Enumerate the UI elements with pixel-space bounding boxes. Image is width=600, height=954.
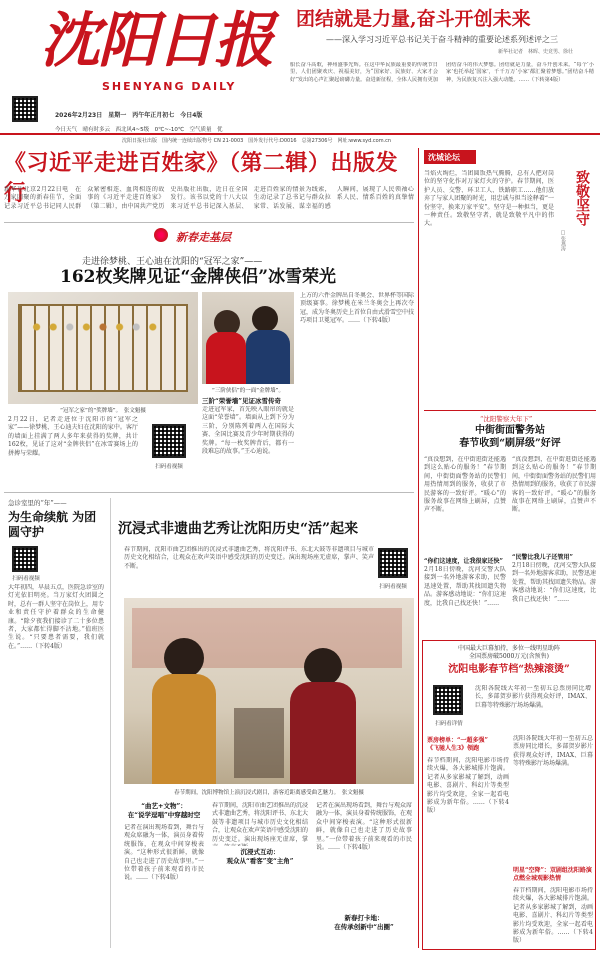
- street-kicker: “沈阳警察大年下”: [480, 415, 533, 423]
- olympic-rule: [4, 492, 414, 493]
- top-article-headline[interactable]: 团结就是力量,奋斗开创未来: [296, 8, 531, 30]
- heritage-body: 记者在演出现场看到，舞台与观众席融为一体，演员身着传统服饰，在观众中间穿梭表演。“这种形式很新鲜，就像自己也走进了历史故事里。”一位带着孩子前来观看的市民说。……（下转4版）: [124, 824, 204, 882]
- newspaper-logo: 沈阳日报: [40, 6, 272, 76]
- movie-subhead-2: 明星“空降”：双剧组沈阳路演点燃全城观影热情: [513, 867, 592, 882]
- olympic-qr-code[interactable]: [152, 424, 186, 458]
- top-article: [290, 6, 594, 130]
- olympic-scan-label: 扫码看视频: [155, 464, 183, 470]
- heritage-body-3: 记者在演出现场看到，舞台与观众席融为一体，演员身着传统服饰，在观众中间穿梭表演。“这种形式很新鲜，就像自己也走进了历史故事里。”一位带着孩子前来观看的市民说。……（下转4版）: [316, 802, 412, 852]
- guard-qr-code[interactable]: [12, 546, 38, 572]
- masthead-rule: [0, 133, 600, 135]
- column-title[interactable]: 致敬坚守: [574, 170, 590, 226]
- medal-wall-photo: [8, 292, 198, 404]
- info-bar: 沈阳日报社出版 国内统一连续出版物号 CN 21-0003 国外发行代号:D0016 总第27306号 网址:www.syd.com.cn: [122, 138, 392, 144]
- movie-box: [422, 640, 596, 950]
- newspaper-pinyin: SHENYANG DAILY: [102, 80, 237, 93]
- banner-body: 新华社北京2月22日电 在万家团聚的新春佳节，全面记录习近平总书记同人民群众紧密相连、血肉相连的故事的《习近平走进百姓家》（第二辑），由中国共产党历史出版社出版，近日在全国发行。该书以党的十八大以来习近平总书记深入基层、走进百姓家的情景为线索，生动记录了总书记与群众拉家常、话发展、谋幸福的感人瞬间，展现了人民领袖心系人民、情系百姓的真挚情: [4, 186, 414, 210]
- olympic-headline[interactable]: 162枚奖牌见证“金牌侠侣”冰雪荣光: [60, 267, 337, 287]
- column-body: 当焰火绚烂，当团圆饭热气腾腾，总有人把对岗位的坚守化作对万家灯火的守护。春节期间，医护人员、交警、环卫工人、铁路职工……他们放弃了与家人团聚的时光，用忠诚与担当诠释着“一份坚守，换来万家平安”。坚守是一种担当，更是一种责任。致敬坚守者，就是致敬平凡中的伟大。: [424, 170, 554, 228]
- heritage-body-2: 春节期间，沈阳市曲艺团推出的沉浸式非遗曲艺秀，将沈阳评书、东北大鼓等非遗项目与城市历史文化相结合，让观众在欢声笑语中感受沈阳的历史变迁。演出现场座无虚席，掌: [212, 802, 308, 843]
- movie-body: 春节档期间，沈阳电影市场持续火爆，各大影城排片饱满。记者从多家影城了解到，动画电影、喜剧片、科幻片等类型影片均受欢迎，全家一起看电影成为新年俗。……（下转4版）: [427, 757, 509, 815]
- heritage-photo: [124, 598, 414, 784]
- olympic-subhead: 三阶“荣誉墙”见证冰雪传奇: [202, 397, 281, 405]
- movie-body-2: 沈阳各院线大年初一至初五总票房同比增长，多部贺岁影片获得观众好评，IMAX、巨幕等特殊影厅场场爆满。: [513, 735, 593, 768]
- column-author: □张燕涛: [560, 230, 566, 251]
- heritage-subhead-1: “曲艺+文物”： 在“说学逗唱”中穿越时空: [127, 802, 201, 819]
- lantern-icon: [154, 228, 168, 242]
- street-subhead-2: “民警比我儿子还管用”: [512, 554, 573, 561]
- guard-scan-label: 扫码看视频: [12, 576, 40, 582]
- feature-tag-label: 新春走基层: [176, 231, 231, 244]
- guard-headline[interactable]: 为生命续航 为团圆守护: [8, 510, 97, 539]
- guard-divider: [110, 498, 111, 948]
- heritage-photo-caption: 春节期间，沈阳博物馆上演沉浸式剧目，游客近距离感受曲艺魅力。 张文魁摄: [174, 790, 364, 796]
- column-tag-label: 沈城论坛: [428, 153, 460, 162]
- column-tag: [424, 150, 476, 164]
- movie-intro: 沈阳各院线大年初一至初五总票房同比增长，多部贺岁影片获得观众好评，IMAX、巨幕等特殊影厅场场爆满。: [475, 685, 591, 709]
- guard-body: 大年初四，早晨五点，医院急诊室的灯光依旧明亮。当万家灯火团圆之时，总有一群人坚守在岗位上，用专业和责任守护着群众的生命健康。“除夕夜我们接诊了二十多位患者，大家都忙得脚不沾地。”值班医生说。“只要患者需要，我们就在。”……（下转4版）: [8, 584, 104, 650]
- street-body-2: 2月18日傍晚，沈河交警大队接到一名外地游客求助，民警迅速处置，帮助其找回遗失物品。游客感动地说：“你们这速度，比我自己找还快！”……: [424, 566, 506, 607]
- olympic-body-mid: 走进冠军家，首先映入眼帘的就是这面“荣誉墙”。墙面从上到下分为三阶，分别陈列着两人在国际大赛、全国比赛及青少年时期获得的奖牌。“每一枚奖牌背后，都有一段难忘的故事。”王心迪说。: [202, 406, 294, 456]
- banner-rule: [4, 222, 414, 223]
- movie-scan-label: 扫码看详情: [435, 721, 463, 727]
- couple-photo: [202, 292, 294, 384]
- olympic-kicker: 走进徐梦桃、王心迪在沈阳的“冠军之家”——: [82, 257, 263, 267]
- heritage-subhead-3: 新春打卡地： 在传承创新中“出圈”: [334, 914, 394, 931]
- top-article-body: 船长奋斗高歌，神州盛事光辉。在这中华民族最重要的传统节日里，人们团聚欢庆、祝福美好，为“国家好、民族好、大家才会好”发出的心声汇聚起磅礴力量。奋进新征程，全体人民拥有更加团结奋斗的伟大梦想。团结就是力量，奋斗开创未来。“每个‘小家’也托举起‘国家’，千千万万‘小家’都汇聚着梦想。”团结奋斗精神，为民族复兴注入强大动能。……（下转第4版）: [290, 62, 594, 83]
- olympic-body-left: 2月22日，记者走进位于沈阳市的“冠军之家”——徐梦桃、王心迪夫妇在沈阳的家中。客厅的墙面上挂满了两人多年来获得的奖牌，共计162枚，见证了这对“金牌侠侣”在冰雪赛场上的拼搏与荣耀。: [8, 416, 138, 457]
- banner-headline[interactable]: 《习近平走进百姓家》（第二辑）出版发行: [4, 150, 399, 206]
- movie-headline[interactable]: 沈阳电影春节档“热辣滚烫”: [448, 664, 570, 675]
- couple-photo-caption: “三阶侠侣”的一面“金牌墙”。: [212, 388, 284, 394]
- right-column-divider: [418, 148, 419, 948]
- movie-kicker: 中国最大巨幕加持，多位一线明星助阵 全国票房破5000万元(含预售): [457, 645, 560, 660]
- top-article-subhead: ——深入学习习近平总书记关于奋斗精神的重要论述系列述评之三: [326, 35, 558, 44]
- movie-subhead-1: 票房榜单：“一超多强” 《飞驰人生3》领跑: [427, 737, 488, 752]
- movie-body-3: 春节档期间，沈阳电影市场持续火爆，各大影城排片饱满。记者从多家影城了解到，动画电影、喜剧片、科幻片等类型影片均受欢迎，全家一起看电影成为新年俗。……（下转4版）: [513, 887, 593, 945]
- masthead-qr-code[interactable]: [12, 96, 38, 122]
- weather-line: 今日天气 晴有时多云 西北风4~5级 0℃~-10℃ 空气质量 优: [55, 127, 223, 133]
- street-subhead-1: “你们这速度，让我很家还快”: [424, 558, 503, 565]
- feature-tag: [150, 226, 270, 246]
- date-line: 2026年2月23日 星期一 丙午年正月初七 今日4版: [55, 112, 203, 119]
- heritage-intro: 春节期间，沈阳市曲艺团推出的沉浸式非遗曲艺秀，将沈阳评书、东北大鼓等非遗项目与城市历史文化相结合，让观众在欢声笑语中感受沈阳的历史变迁。演出现场座无虚席，掌声、笑声不断。: [124, 546, 374, 570]
- street-body: “真没想到，在中街逛街还能遇到这么贴心的服务！”春节期间，中街街面警务站的民警们用热情周到的服务，收获了市民游客的一致好评。“暖心”的服务故事在网络上刷屏，点赞声不断。: [424, 456, 506, 514]
- guard-kicker: 急诊室里的“年”——: [8, 499, 67, 507]
- top-article-byline: 新华社记者 林晖、史竞男、徐壮: [498, 49, 574, 55]
- street-headline[interactable]: 中街街面警务站 春节收到“刷屏级”好评: [459, 425, 561, 449]
- movie-qr-code[interactable]: [433, 685, 463, 715]
- heritage-subhead-2: 沉浸式互动： 观众从“看客”变“主角”: [226, 848, 294, 865]
- heritage-scan-label: 扫码看视频: [379, 584, 407, 590]
- column-rule: [424, 410, 596, 411]
- street-body-4: 2月18日傍晚，沈河交警大队接到一名外地游客求助，民警迅速处置，帮助其找回遗失物品。游客感动地说：“你们这速度，比我自己找还快！”……: [512, 562, 596, 603]
- heritage-qr-code[interactable]: [378, 548, 408, 578]
- olympic-body-right: 上方的六件金牌出自冬奥会、世界杯等国际顶级赛事。徐梦桃在米兰冬奥会上再次夺冠，成为冬奥历史上首位自由式滑雪空中技巧项目卫冕冠军。……（下转4版）: [300, 292, 414, 325]
- heritage-headline[interactable]: 沉浸式非遗曲艺秀让沈阳历史“活”起来: [118, 521, 359, 537]
- street-body-3: “真没想到，在中街逛街还能遇到这么贴心的服务！”春节期间，中街街面警务站的民警们用热情周到的服务，收获了市民游客的一致好评。“暖心”的服务故事在网络上刷屏，点赞声不断。: [512, 456, 596, 514]
- medal-wall-caption: “冠军之家”的“奖牌墙”。 张文魁摄: [60, 408, 146, 414]
